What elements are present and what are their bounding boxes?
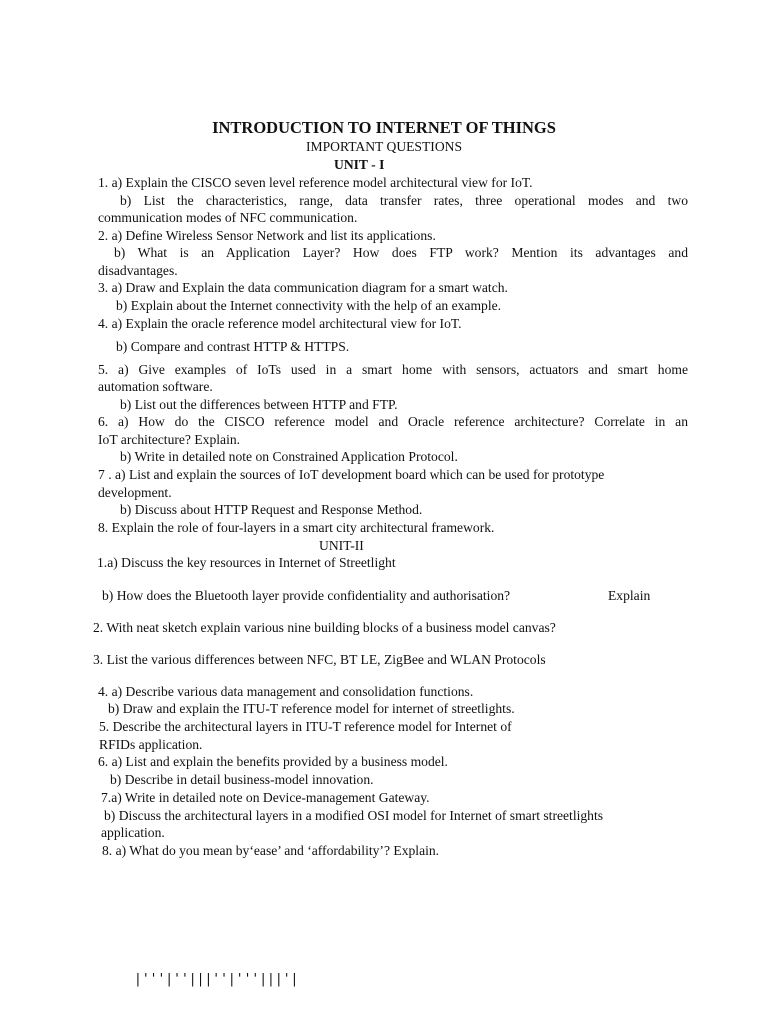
question-line: b) List the characteristics, range, data transfer rates, three operational modes and two [120, 193, 688, 208]
question-line: b) Write in detailed note on Constrained Application Protocol. [120, 449, 458, 464]
question-line: b) Discuss about HTTP Request and Response Method. [120, 502, 423, 517]
unit-1-heading: UNIT - I [334, 157, 385, 172]
question-line: 8. a) What do you mean by‘ease’ and ‘affordability’? Explain. [102, 843, 440, 858]
question-line: 2. With neat sketch explain various nine building blocks of a business model canvas? [93, 620, 556, 635]
question-line: 2. a) Define Wireless Sensor Network and list its applications. [98, 228, 436, 243]
question-line: 4. a) Explain the oracle reference model architectural view for IoT. [98, 316, 462, 331]
page-title: INTRODUCTION TO INTERNET OF THINGS [212, 118, 556, 137]
question-line: b) How does the Bluetooth layer provide confidentiality and authorisation? [102, 588, 511, 603]
question-line: 6. a) How do the CISCO reference model and Oracle reference architecture? Correlate in an [98, 414, 688, 429]
question-line: b) Compare and contrast HTTP & HTTPS. [116, 339, 350, 354]
question-line: 3. List the various differences between NFC, BT LE, ZigBee and WLAN Protocols [93, 652, 546, 667]
question-line: b) Describe in detail business-model innovation. [110, 772, 374, 787]
question-line: 7 . a) List and explain the sources of IoT development board which can be used for prototype [98, 467, 605, 482]
question-line: disadvantages. [98, 263, 178, 278]
question-line: application. [101, 825, 165, 840]
question-line: 4. a) Describe various data management and consolidation functions. [98, 684, 474, 699]
unit-2-heading: UNIT-II [319, 538, 364, 553]
question-line: b) What is an Application Layer? How does FTP work? Mention its advantages and [114, 245, 688, 260]
question-line: 6. a) List and explain the benefits provided by a business model. [98, 754, 448, 769]
question-line: b) Draw and explain the ITU-T reference model for internet of streetlights. [108, 701, 515, 716]
question-line: IoT architecture? Explain. [98, 432, 241, 447]
question-line: 5. Describe the architectural layers in ITU-T reference model for Internet of [99, 719, 512, 734]
question-line: b) Discuss the architectural layers in a modified OSI model for Internet of smart streetlights [104, 808, 604, 823]
question-line: b) Explain about the Internet connectivity with the help of an example. [116, 298, 502, 313]
barcode-mark: |'''|''|||''|'''|||'| [134, 972, 299, 987]
question-line: RFIDs application. [99, 737, 203, 752]
question-line: 1. a) Explain the CISCO seven level reference model architectural view for IoT. [98, 175, 533, 190]
question-line: 7.a) Write in detailed note on Device-management Gateway. [101, 790, 430, 805]
question-line: Explain [608, 588, 651, 603]
question-line: 5. a) Give examples of IoTs used in a smart home with sensors, actuators and smart home [98, 362, 688, 377]
question-line: automation software. [98, 379, 213, 394]
question-line: development. [98, 485, 172, 500]
page-subtitle: IMPORTANT QUESTIONS [305, 139, 463, 154]
question-line: 1.a) Discuss the key resources in Internet of Streetlight [97, 555, 396, 570]
question-line: 8. Explain the role of four-layers in a smart city architectural framework. [98, 520, 495, 535]
question-line: communication modes of NFC communication. [98, 210, 358, 225]
question-line: 3. a) Draw and Explain the data communication diagram for a smart watch. [98, 280, 508, 295]
question-line: b) List out the differences between HTTP and FTP. [120, 397, 398, 412]
